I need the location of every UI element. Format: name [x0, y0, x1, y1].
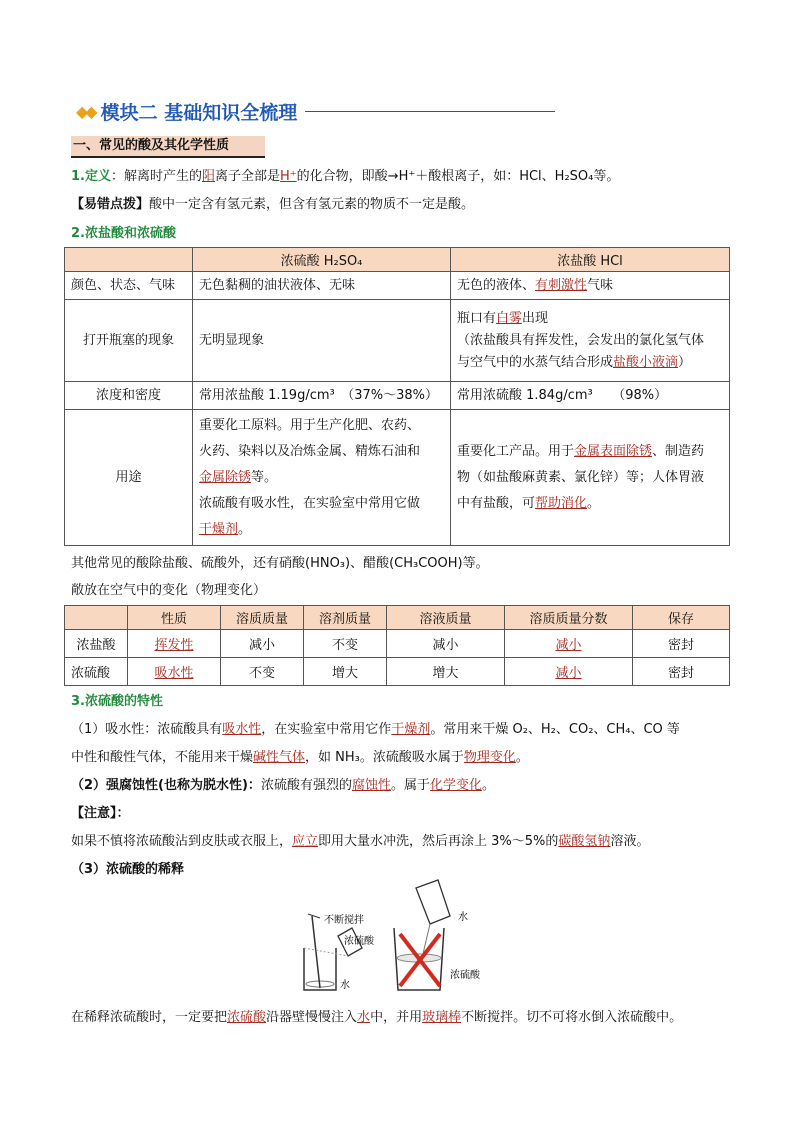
- note-label: 【注意】：: [71, 806, 130, 821]
- dilute-title: （3）浓硫酸的稀释: [71, 862, 185, 877]
- title-rule: [305, 111, 555, 112]
- absorb-line-1: （1）吸水性：浓硫酸具有吸水性，在实验室中常用它作干燥剂。常用来干燥 O₂、H₂、CO₂、CH₄、CO 等: [71, 722, 680, 737]
- table-row: 颜色、状态、气味 无色黏稠的油状液体、无味 无色的液体、有刺激性气味: [65, 272, 730, 300]
- definition-line: 1.定义：解离时产生的阳离子全部是H⁺的化合物，即酸→H⁺＋酸根离子，如：HCl、H₂SO₄等。: [71, 169, 620, 184]
- section-heading: 一、常见的酸及其化学性质: [71, 136, 265, 158]
- subheading-2: 2.浓盐酸和浓硫酸: [71, 226, 176, 241]
- figure-label: 浓硫酸: [450, 970, 480, 981]
- subheading-3: 3.浓硫酸的特性: [71, 694, 163, 709]
- acid-comparison-table: 浓硫酸 H₂SO₄ 浓盐酸 HCl 颜色、状态、气味 无色黏稠的油状液体、无味 无色的液体、有刺激性气味 打开瓶塞的现象 无明显现象 瓶口有白雾出现 （浓盐酸具有挥发性，会发出的氯化氢气体 与空气中的水蒸气结合形成盐酸小液滴） 浓度和密度 常用浓盐酸 1.19g/cm³ （37%～38%） 常用浓硫酸 1.84g/cm³ （98%） 用途 重要化工原料。用于生产化肥、农药、 火药、染料以及冶炼金属、精炼石油和 金属除锈等。 浓硫酸有吸水性，在实验室中常用它做 干燥剂。 重要化工产品。用于金属表面除锈、制造药 物（如盐酸麻黄素、氯化锌）等；人体胃液 中有盐酸，可帮助消化。: [64, 247, 730, 546]
- figure-label: 水: [340, 980, 350, 991]
- dilution-diagram: [290, 878, 520, 998]
- figure-label: 不断搅拌: [324, 915, 364, 926]
- module-title: [76, 98, 555, 125]
- table-row: 浓度和密度 常用浓盐酸 1.19g/cm³ （37%～38%） 常用浓硫酸 1.84g/cm³ （98%）: [65, 382, 730, 410]
- table-row: 浓硫酸 吸水性 不变 增大 增大 减小 密封: [65, 658, 730, 686]
- table-row: 打开瓶塞的现象 无明显现象 瓶口有白雾出现 （浓盐酸具有挥发性，会发出的氯化氢气体 与空气中的水蒸气结合形成盐酸小液滴）: [65, 300, 730, 382]
- absorb-line-2: 中性和酸性气体，不能用来干燥碱性气体，如 NH₃。浓硫酸吸水属于物理变化。: [71, 750, 529, 765]
- note-line: 如果不慎将浓硫酸沾到皮肤或衣服上，应立即用大量水冲洗，然后再涂上 3%～5%的碳酸氢钠溶液。: [71, 834, 650, 849]
- corrode-line: （2）强腐蚀性(也称为脱水性)：浓硫酸有强烈的腐蚀性。属于化学变化。: [71, 778, 496, 793]
- exposure-table: 性质 溶质质量 溶剂质量 溶液质量 溶质质量分数 保存 浓盐酸 挥发性 减小 不变 减小 减小 密封 浓硫酸 吸水性 不变 增大 增大 减小 密封: [64, 605, 730, 686]
- final-line: 在稀释浓硫酸时，一定要把浓硫酸沿器壁慢慢注入水中，并用玻璃棒不断搅拌。切不可将水倒入浓硫酸中。: [71, 1010, 683, 1025]
- diamond-icon: ◆◆: [76, 102, 95, 121]
- table-row: 用途 重要化工原料。用于生产化肥、农药、 火药、染料以及冶炼金属、精炼石油和 金属除锈等。 浓硫酸有吸水性，在实验室中常用它做 干燥剂。 重要化工产品。用于金属表面除锈、制造药 物（如盐酸麻黄素、氯化锌）等；人体胃液 中有盐酸，可帮助消化。: [65, 410, 730, 546]
- exposed-line: 敞放在空气中的变化（物理变化）: [71, 583, 267, 598]
- tip-line: 【易错点拨】酸中一定含有氢元素，但含有氢元素的物质不一定是酸。: [71, 197, 475, 212]
- table-row: 浓盐酸 挥发性 减小 不变 减小 减小 密封: [65, 630, 730, 658]
- module-title-text: 模块二 基础知识全梳理: [100, 102, 298, 124]
- figure-label: 水: [458, 912, 468, 923]
- other-acids-line: 其他常见的酸除盐酸、硫酸外，还有硝酸(HNO₃)、醋酸(CH₃COOH)等。: [71, 556, 489, 571]
- figure-label: 浓硫酸: [344, 936, 374, 947]
